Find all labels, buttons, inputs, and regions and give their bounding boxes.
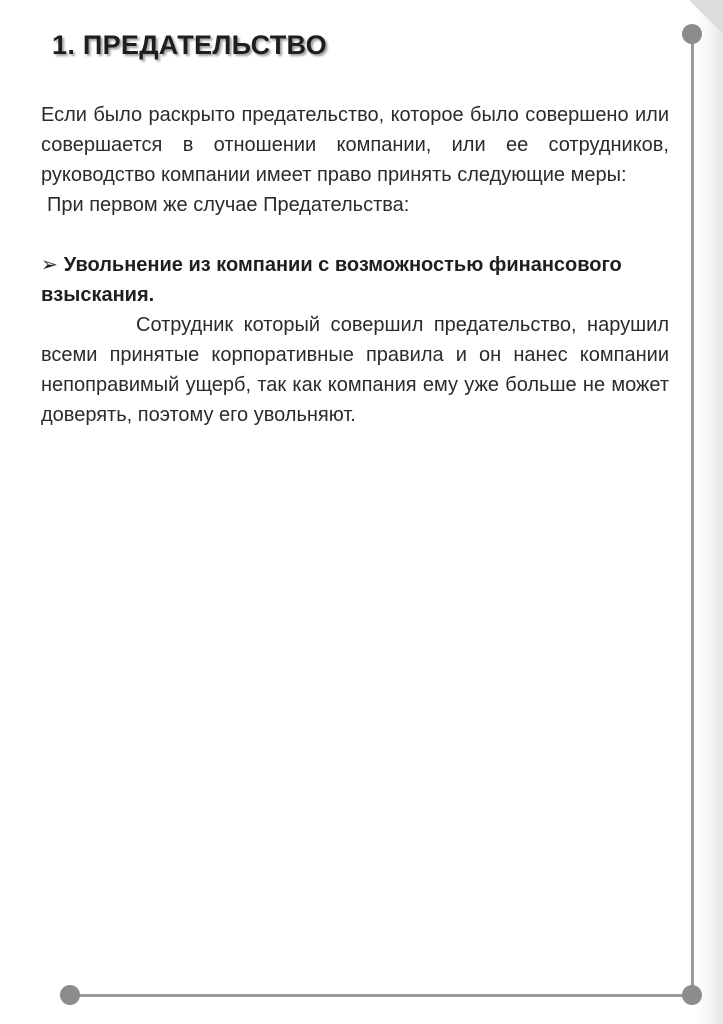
spacer [41, 220, 669, 250]
case-line: При первом же случае Предательства: [47, 194, 410, 216]
content-body [41, 100, 669, 430]
frame-dot-bottom-right [682, 985, 702, 1005]
frame-line-vertical [691, 34, 694, 996]
page-title: 1. ПРЕДАТЕЛЬСТВО [52, 30, 327, 60]
bullet-item [41, 250, 669, 310]
frame-line-horizontal [70, 994, 692, 997]
bullet-text: Увольнение из компании с возможностью финансового взыскания. [41, 254, 622, 306]
arrow-bullet-icon: ➢ [41, 254, 58, 276]
frame-dot-top-right [682, 24, 702, 44]
explanation-paragraph: Сотрудник который совершил предательство, нарушил всеми принятые корпоративные правила и он нанес компании непоправимый ущерб, так как компания ему уже больше не может доверять, поэтому его увольняют. [41, 314, 669, 426]
intro-paragraph: Если было раскрыто предательство, которое было совершено или совершается в отношении компании, или ее сотрудников, руководство компании имеет право принять следующие меры: [41, 104, 669, 186]
frame-dot-bottom-left [60, 985, 80, 1005]
page-edge [695, 0, 723, 1024]
